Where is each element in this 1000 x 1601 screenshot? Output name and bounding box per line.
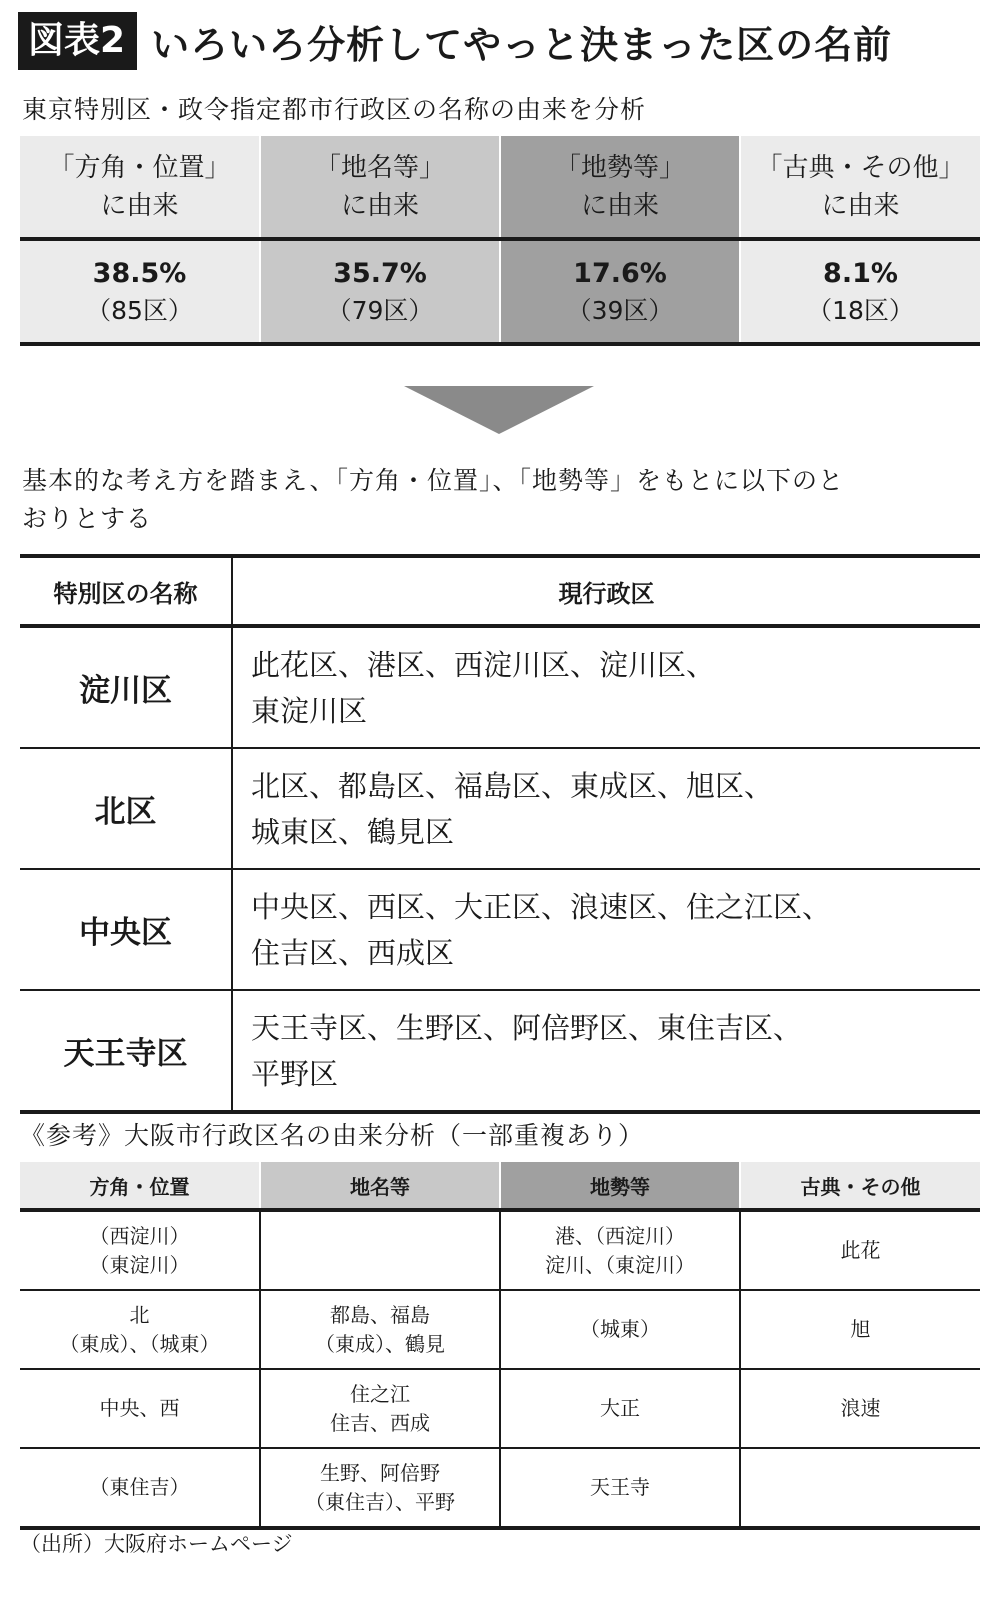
summary-subtitle: 東京特別区・政令指定都市行政区の名称の由来を分析 [22, 95, 647, 124]
table-cell [260, 1448, 500, 1528]
reference-header-cell: 地勢等 [500, 1162, 740, 1210]
table-row [20, 626, 980, 748]
category-label: 「地名等」 [314, 152, 445, 183]
table-row [20, 1448, 980, 1528]
current-wards [232, 626, 980, 748]
cell-line: 此花 [840, 1238, 881, 1262]
table-row [20, 1369, 980, 1448]
table-row [20, 869, 980, 990]
ward-name: 天王寺区 [20, 990, 232, 1112]
table-cell [740, 1369, 980, 1448]
cell-line: （東住吉） [89, 1475, 190, 1499]
table-cell [260, 1369, 500, 1448]
category-count: （85区） [86, 295, 193, 325]
cell-line: 旭 [850, 1317, 871, 1341]
figure-title: いろいろ分析してやっと決まった区の名前 [151, 22, 893, 67]
ward-list-line: 此花区、港区、西淀川区、淀川区、 [251, 647, 716, 682]
reference-header-cell: 方角・位置 [20, 1162, 260, 1210]
category-label-suffix: に由来 [100, 190, 179, 221]
column-header-current: 現行政区 [232, 556, 980, 626]
category-label-suffix: に由来 [580, 190, 659, 221]
current-wards [232, 748, 980, 869]
table-cell [260, 1290, 500, 1369]
category-label: 「方角・位置」 [48, 152, 231, 183]
category-label: 「古典・その他」 [756, 152, 965, 183]
mapping-header-row [20, 556, 980, 626]
cell-line: 淀川、（東淀川） [545, 1252, 695, 1277]
reference-table [20, 1162, 980, 1530]
ward-list-line: 天王寺区、生野区、阿倍野区、東住吉区、 [251, 1010, 803, 1045]
table-cell [20, 1290, 260, 1369]
cell-line: （東成）、（城東） [59, 1331, 220, 1356]
ward-list-line: 東淀川区 [251, 693, 368, 728]
cell-line: 北 [129, 1302, 150, 1327]
category-label-suffix: に由来 [821, 190, 900, 221]
cell-line: （東成）、鶴見 [315, 1331, 445, 1356]
table-cell [740, 1290, 980, 1369]
cell-line: 中央、西 [99, 1396, 180, 1420]
summary-value-cell [740, 239, 980, 344]
category-percent: 17.6% [573, 257, 667, 289]
category-count: （79区） [326, 295, 434, 325]
summary-value-cell [500, 239, 740, 344]
cell-line: （東淀川） [89, 1252, 190, 1277]
table-cell [20, 1448, 260, 1528]
cell-line: （東住吉）、平野 [305, 1489, 455, 1514]
ward-list-line: 城東区、鶴見区 [251, 814, 455, 849]
summary-value-row [20, 239, 980, 344]
cell-line: 住吉、西成 [330, 1410, 430, 1435]
summary-header-cell [260, 136, 500, 239]
cell-line: 住之江 [350, 1381, 410, 1406]
table-cell [740, 1210, 980, 1290]
table-row [20, 748, 980, 869]
reference-header-cell: 古典・その他 [740, 1162, 980, 1210]
table-cell [500, 1210, 740, 1290]
ward-list-line: 中央区、西区、大正区、浪速区、住之江区、 [251, 889, 832, 924]
table-cell [500, 1369, 740, 1448]
cell-line: 都島、福島 [330, 1302, 430, 1327]
table-row [20, 990, 980, 1112]
reference-header-row [20, 1162, 980, 1210]
ward-name: 中央区 [20, 869, 232, 990]
column-header-name: 特別区の名称 [20, 556, 232, 626]
current-wards [232, 869, 980, 990]
category-percent: 35.7% [333, 257, 427, 289]
ward-list-line: 平野区 [251, 1056, 339, 1091]
cell-line: 浪速 [840, 1396, 881, 1420]
figure-header [18, 12, 892, 70]
category-percent: 8.1% [823, 257, 898, 289]
origin-summary-table [20, 136, 980, 346]
table-cell [740, 1448, 980, 1528]
table-cell [20, 1210, 260, 1290]
reference-title: 《参考》大阪市行政区名の由来分析（一部重複あり） [20, 1121, 645, 1150]
cell-line: （城東） [580, 1317, 660, 1341]
reference-header-cell: 地名等 [260, 1162, 500, 1210]
category-count: （39区） [566, 295, 674, 325]
source-note: （出所）大阪府ホームページ [20, 1532, 293, 1556]
down-arrow-icon [404, 386, 594, 434]
ward-name: 北区 [20, 748, 232, 869]
category-count: （18区） [807, 295, 914, 325]
policy-line: おりとする [22, 504, 153, 533]
summary-value-cell [20, 239, 260, 344]
table-cell [20, 1369, 260, 1448]
table-row [20, 1210, 980, 1290]
category-label: 「地勢等」 [554, 152, 685, 183]
ward-list-line: 住吉区、西成区 [251, 935, 455, 970]
table-cell [260, 1210, 500, 1290]
ward-list-line: 北区、都島区、福島区、東成区、旭区、 [251, 768, 774, 803]
table-cell [500, 1448, 740, 1528]
category-percent: 38.5% [92, 257, 187, 289]
cell-line: 大正 [600, 1396, 640, 1420]
table-cell [500, 1290, 740, 1369]
policy-text [22, 462, 982, 538]
summary-header-cell [740, 136, 980, 239]
category-label-suffix: に由来 [340, 190, 419, 221]
cell-line: （西淀川） [89, 1223, 190, 1248]
table-row [20, 1290, 980, 1369]
policy-line: 基本的な考え方を踏まえ、「方角・位置」、「地勢等」をもとに以下のと [22, 466, 845, 495]
current-wards [232, 990, 980, 1112]
summary-value-cell [260, 239, 500, 344]
ward-name: 淀川区 [20, 626, 232, 748]
cell-line: 港、（西淀川） [555, 1223, 685, 1248]
summary-header-cell [500, 136, 740, 239]
summary-header-row [20, 136, 980, 239]
cell-line: 生野、阿倍野 [320, 1460, 440, 1485]
figure-badge: 図表2 [18, 12, 137, 70]
summary-header-cell [20, 136, 260, 239]
ward-mapping-table [20, 554, 980, 1114]
cell-line: 天王寺 [590, 1475, 650, 1499]
